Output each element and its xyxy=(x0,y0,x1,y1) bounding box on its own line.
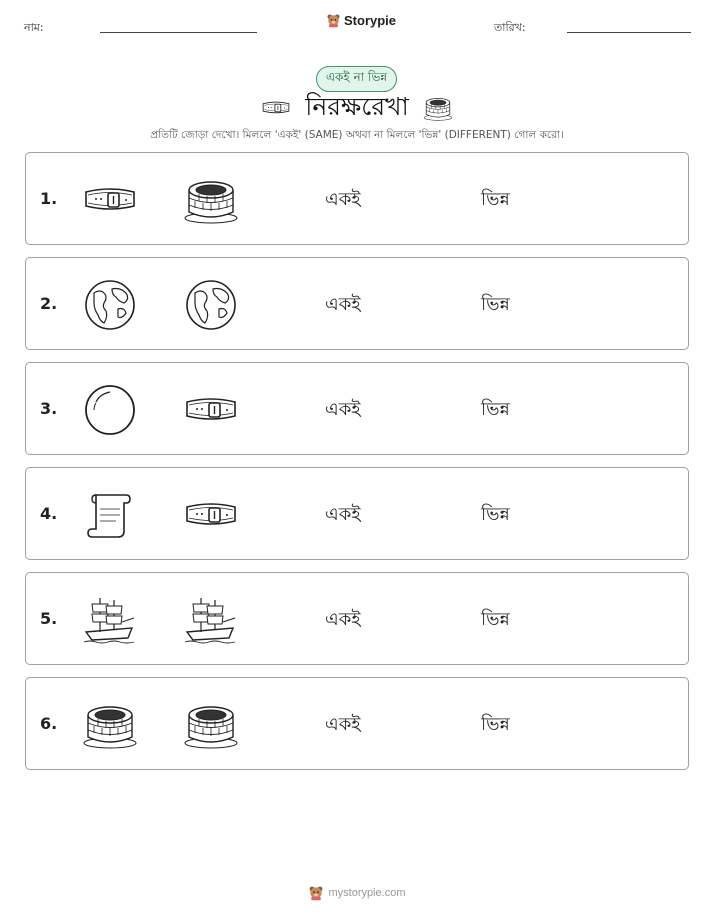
option-different[interactable]: ভিন্ন xyxy=(481,399,510,420)
brand-name: Storypie xyxy=(344,13,397,28)
exercise-row xyxy=(25,467,689,560)
mascot-icon xyxy=(308,885,324,901)
option-same[interactable]: একই xyxy=(325,189,361,210)
option-same[interactable]: একই xyxy=(325,609,361,630)
exercise-row xyxy=(25,257,689,350)
exercise-row xyxy=(25,572,689,665)
row-number: 5. xyxy=(40,609,58,628)
row-number: 4. xyxy=(40,504,58,523)
ship-icon xyxy=(183,592,239,648)
belt-icon xyxy=(183,382,239,438)
page-title: নিরক্ষরেখা xyxy=(305,91,409,121)
name-label: নাম: xyxy=(24,21,44,34)
belt-icon xyxy=(261,93,291,123)
row-number: 1. xyxy=(40,189,58,208)
option-same[interactable]: একই xyxy=(325,399,361,420)
date-label: তারিখ: xyxy=(494,21,526,34)
option-same[interactable]: একই xyxy=(325,714,361,735)
title-row xyxy=(0,92,714,124)
instructions: প্রতিটি জোড়া দেখো। মিললে 'একই' (SAME) অথবা না মিললে 'ভিন্ন' (DIFFERENT) গোল করো। xyxy=(150,129,564,141)
well-icon xyxy=(82,697,138,753)
option-different[interactable]: ভিন্ন xyxy=(481,189,510,210)
globe-icon xyxy=(82,277,138,333)
worksheet-header xyxy=(0,0,714,45)
option-same[interactable]: একই xyxy=(325,504,361,525)
circle-icon xyxy=(82,382,138,438)
row-number: 2. xyxy=(40,294,58,313)
brand-logo xyxy=(326,13,396,28)
well-icon xyxy=(183,697,239,753)
option-different[interactable]: ভিন্ন xyxy=(481,714,510,735)
option-different[interactable]: ভিন্ন xyxy=(481,294,510,315)
scroll-icon xyxy=(82,487,138,543)
footer-site: mystorypie.com xyxy=(328,887,406,899)
belt-icon xyxy=(183,487,239,543)
category-badge: একই না ভিন্ন xyxy=(316,66,397,92)
exercise-row xyxy=(25,152,689,245)
option-same[interactable]: একই xyxy=(325,294,361,315)
exercise-row xyxy=(25,677,689,770)
belt-icon xyxy=(82,172,138,228)
row-number: 6. xyxy=(40,714,58,733)
well-icon xyxy=(423,93,453,123)
name-line xyxy=(100,32,257,33)
option-different[interactable]: ভিন্ন xyxy=(481,609,510,630)
exercise-row xyxy=(25,362,689,455)
globe-icon xyxy=(183,277,239,333)
footer xyxy=(0,885,714,901)
row-number: 3. xyxy=(40,399,58,418)
ship-icon xyxy=(82,592,138,648)
date-line xyxy=(567,32,691,33)
option-different[interactable]: ভিন্ন xyxy=(481,504,510,525)
well-icon xyxy=(183,172,239,228)
mascot-icon xyxy=(326,13,341,28)
